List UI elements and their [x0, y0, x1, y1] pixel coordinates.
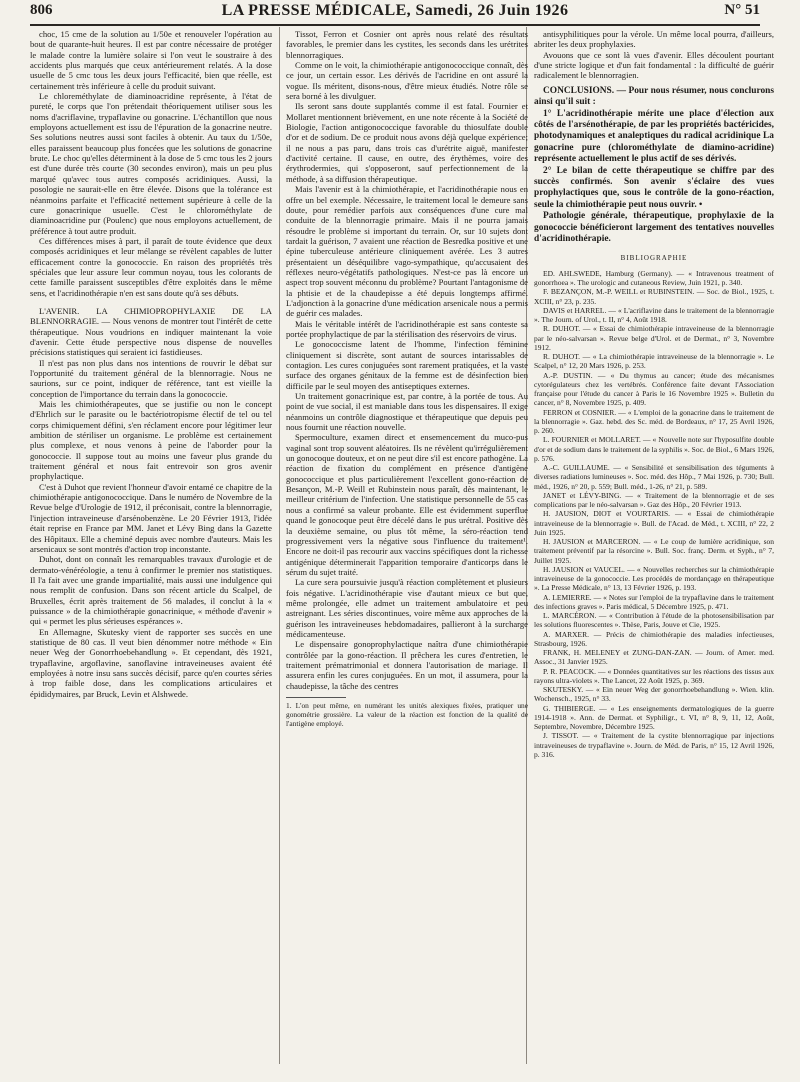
bibliography-entry: R. DUHOT. — « La chimiothérapie intraveineuse de la blennorragie ». Le Scalpel, n° 12, 20 Mars 1926, p. 253.	[534, 352, 774, 371]
conclusions-block	[534, 86, 774, 246]
paragraph: Le chloreméthylate de diaminoacridine représente, à l'état de pureté, le corps que l'on prétendait théoriquement utiliser sous les noms d'acriflavine, trypaflavine ou gonacrine. L'échantillon que nous employons actuellement est issu de l'épuration de la gonacrine neutre. Ses solutions neutres aussi sont faciles à obtenir. Au taux du 1/50e, elles paraissent beaucoup plus foncées que les solutions de gonacrine brute. Le choc qu'elles déterminent à la dose de 5 cmc tous les 2 jours est d'une durée très courte (30 secondes environ), mais un peu plus marqué qu'avec tous autres composés acridiniques. Aussi, la posologie ne saurait-elle en être élevée. Disons que la tolérance est néanmoins parfaite et l'efficacité nettement supérieure à celle de la cure gonacrinique usuelle. C'est le chlorométhylate de diaminoacridine pur (Poulenc) que nous employons actuellement, de préférence à tout autre produit.	[30, 91, 272, 236]
bibliography-entry: A. LEMIERRE. — « Notes sur l'emploi de la trypaflavine dans le traitement des infections graves ». Paris médical, 5 Décembre 1925, p. 471.	[534, 592, 774, 611]
journal-title: LA PRESSE MÉDICALE, Samedi, 26 Juin 1926	[221, 2, 569, 19]
bibliography-entry: A.-P. DUSTIN. — « Du thymus au cancer; étude des mécanismes cytorégulateurs chez les vertébrés. Conférence faite devant l'Association française pour l'étude du cancer à Paris le 16 Novembre 1925 ». Bulletin du cancer, n° 8, Novembre 1925, p. 409.	[534, 370, 774, 408]
paragraph: Mais les chimiothérapeutes, que se justifie ou non le concept d'Ehrlich sur le parasite ou le bactériotropisme électif de tel ou tel corps chimiquement défini, s'en réclament encore pour légitimer leur ambition de stériliser un organisme. Le problème est certainement plus complexe, et nous venons à peine de l'aborder pour la gonococcie. Il suppose tout au moins une faveur plus grande du traitement général et nous fait entrevoir son gros avenir prophylactique.	[30, 399, 272, 482]
footnote-rule	[286, 697, 346, 698]
paragraph: Le dispensaire gonoprophylactique naîtra d'une chimiothérapie contrôlée par la gono-réaction. Il prêchera les cures d'entretien, le traitement prématrimonial et donnera l'autorisation de mariage. Il assurera enfin les cures conjuguées. En un mot, il assumera, pour la chaudepisse, la tâche des centres	[286, 639, 528, 691]
bibliography-entry: J. TISSOT. — « Traitement de la cystite blennorragique par injections intraveineuses de trypaflavine ». Journ. de Méd. de Paris, n° 15, 12 Avril 1926, p. 316.	[534, 731, 774, 759]
header-rule	[30, 24, 760, 26]
paragraph: Ces différences mises à part, il paraît de toute évidence que deux composés acridiniques et leur mélange se révèlent capables de lutter efficacement contre la gonococcie. En raison des propriétés très spéciales que leur assure leur commun noyau, tous les colorants de cette famille paraissent susceptibles d'être exploités dans le même sens, et l'acridinothérapie n'en est sans doute qu'à ses débuts.	[30, 235, 272, 298]
paragraph: Spermoculture, examen direct et ensemencement du muco-pus vaginal sont trop souvent aléatoires. Ils ne révèlent qu'irrégulièrement un gonocoque douteux, et on ne peut dire s'il est encore pathogène. La réaction de fixation du complément en présence d'antigène gonococcique et plus particulièrement l'excellent gono-réaction de Besançon, M.-P. Weill et Rubinstein nous paraît, dès maintenant, le meilleur critérium de l'infection. Une statistique personnelle de 55 cas nous a confirmé sa valeur probante. Elle est évidemment superflue quand le gonocoque peut être décelé dans le pus urétral. Positive dès la deuxième semaine, ou plus tôt même, la séro-réaction tend progressivement vers la négative sous l'influence du traitement¹. Encore ne doit-il pas recourir aux vaccins spécifiques dont la richesse antigénique déterminerait l'apparition temporaire d'anticorps dans le sérum du sujet traité.	[286, 432, 528, 577]
paragraph: Mais le véritable intérêt de l'acridinothérapie est sans conteste sa portée prophylactique de par la stérilisation des réservoirs de virus.	[286, 318, 528, 339]
column-3	[534, 29, 774, 759]
paragraph: choc, 15 cme de la solution au 1/50e et renouveler l'opération au bout de quarante-huit heures. Il est par contre nécessaire de protéger le malade contre la lumière solaire si l'on veut le soustraire à des accidents plus marqués que ceux antérieurement relatés. A la dose usuelle de 5 cmc tous les deux jours l'efficacité, bien que réelle, est certainement très inférieure à celle du produit suivant.	[30, 29, 272, 91]
paragraph: Mais l'avenir est à la chimiothérapie, et l'acridinothérapie nous en offre un bel exemple. Nécessaire, le traitement local le demeure sans doute, pour remédier parfois aux conséquences d'une cure mal conduite de la blennorragie primaire. Mais il ne pourra jamais résoudre le problème si important du terrain. Or, sur 10 sujets dont tardait la guérison, 7 avaient une réaction de Besredka positive et une épine tuberculeuse antérieure cliniquement avérée. Les 3 autres présentaient un déséquilibre vago-sympathique, qu'accusaient des réflexes neuro-végétatifs pathologiques. N'est-ce pas là encore un aspect trop souvent méconnu du problème? Pourtant l'antagonisme de la phtisie et de la chaudepisse a été depuis longtemps affirmé. L'adjonction à la gonacrine d'une médication arsenicale nous a permis de guérir ces malades.	[286, 184, 528, 319]
bibliography-list	[534, 269, 774, 759]
bibliography-entry: H. JAUSION et VAUCEL. — « Nouvelles recherches sur la chimiothérapie intraveineuse de la gonococcie. Les procédés de mordançage en thérapeutique ». La Presse Médicale, n° 13, 13 Février 1926, p. 193.	[534, 564, 774, 593]
bibliography-entry: FRANK, H. MELENEY et ZUNG-DAN-ZAN. — Journ. of Amer. med. Assoc., 31 Janvier 1925.	[534, 648, 774, 667]
bibliography-entry: ED. AHLSWEDE, Hamburg (Germany). — « Intravenous treatment of gonorrhoea ». The urologic and cutaneous Review, Juin 1921, p. 340.	[534, 268, 774, 287]
paragraph: Le gonococcisme latent de l'homme, l'infection féminine cliniquement si discrète, sont autant de sources intarissables de contagion. Les cures conjuguées sont rarement pratiquées, et la vaste surface des organes génitaux de la femme est de désinfection bien difficile par le seul moyen des antiseptiques externes.	[286, 339, 528, 391]
conclusion-item: 2° Le bilan de cette thérapeutique se chiffre par des succès confirmés. Son avenir s'éclaire des vues prophylactiques que, sous le contrôle de la gono-réaction, seule la chimiothérapie peut nous ouvrir. •	[534, 165, 774, 210]
bibliography-entry: H. JAUSION, DIOT et VOURTARIS. — « Essai de chimiothérapie intraveineuse de la blennorragie ». Bull. de l'Acad. de Méd., t. XCIII, n° 22, 2 Juin 1925.	[534, 509, 774, 537]
bibliography-entry: DAVIS et HARREL. — « L'acriflavine dans le traitement de la blennorragie ». The Journ. of Urol., t. II, n° 4, Août 1918.	[534, 305, 774, 324]
bibliography-entry: L. MARCÉRON. — « Contribution à l'étude de la photosensibilisation par les solutions fluorescentes ». Thèse, Paris, Jouve et Cie, 1925.	[534, 611, 774, 630]
paragraph: Duhot, dont on connaît les remarquables travaux d'urologie et de dermato-vénéréologie, a tenu à confirmer le premier nos statistiques. Il l'a fait avec une grande impartialité, mais aussi une indulgence qui nous remplit de confusion. Dans son récent article du Scalpel, de Bruxelles, écrit après traitement de 56 malades, il conclut à la « puissance » de la chimiothérapie gonacrinique, « méthode d'avenir » qui « permet les plus sérieuses espérances ».	[30, 554, 272, 627]
column-2	[286, 29, 528, 728]
conclusion-item: Pathologie générale, thérapeutique, prophylaxie de la gonococcie bénéficieront largement des tentatives nouvelles d'acridinothérapie.	[534, 211, 774, 244]
conclusion-item: 1° L'acridinothérapie mérite une place d'élection aux côtés de l'arsénothérapie, de par les propriétés bactéricides, photodynamiques et analeptiques du radical acridinique La gonacrine pure (chlorométhylate de diamino-acridine) représente actuellement le plus actif de ses dérivés.	[534, 108, 774, 165]
paragraph: Ils seront sans doute supplantés comme il est fatal. Fournier et Mollaret mentionnent brièvement, en une note récente à la Société de Biologie, l'action antigonococcique favorable du thiosulfate double d'or et de sodium. De ce produit nous avons déjà quelque expérience; il ne nous a pas paru, dans trois cas d'urétrite aiguë, manifester d'activité certaine. Il cause, en outre, des érythèmes, voire des érythrodermies, qui s'opposeront, sauf perfectionnement de la méthode, à sa diffusion thérapeutique.	[286, 101, 528, 184]
bibliography-entry: FERRON et COSNIER. — « L'emploi de la gonacrine dans le traitement de la blennorragie ». Gaz. hebd. des Sc. méd. de Bordeaux, n° 17, 25 Avril 1926, p. 260.	[534, 407, 774, 435]
paragraph: La cure sera poursuivie jusqu'à réaction complètement et plusieurs fois négative. L'acridinothérapie vise d'autant mieux ce but que, même prolongée, elle admet un traitement ambulatoire et peu astreignant. Les séries discontinues, voire même aux approches de la guérison les intraveineuses hebdomadaires, pallieront à la surcharge médicamenteuse.	[286, 577, 528, 639]
bibliography-entry: L. FOURNIER et MOLLARET. — « Nouvelle note sur l'hyposulfite double d'or et de sodium dans le traitement de la syphilis ». Soc. de Biol., 6 Mars 1926, p. 576.	[534, 435, 774, 463]
bibliography-entry: R. DUHOT. — « Essai de chimiothérapie intraveineuse de la blennorragie par le néo-salvarsan ». Revue belge d'Urol. et de Dermat., n° 3, Novembre 1912.	[534, 324, 774, 352]
bibliography-title: BIBLIOGRAPHIE	[620, 254, 688, 263]
bibliography-entry: A. MARXER. — Précis de chimiothérapie des maladies infectieuses, Strasbourg, 1926.	[534, 629, 774, 648]
paragraph: Comme on le voit, la chimiothérapie antigonococcique connaît, dès ce jour, un certain essor. Les dérivés de l'acridine en ont assuré la vogue. Ils méritent, disons-nous, d'être mieux étudiés. Notre rôle se sera borné à les divulguer.	[286, 60, 528, 102]
bibliography-entry: JANET et LÉVY-BING. — « Traitement de la blennorragie et de ses complications par le néo-salvarsan ». Gaz des Hôp., 20 Février 1913.	[534, 490, 774, 509]
paragraph: antisyphilitiques pour la vérole. Un même local pourra, d'ailleurs, abriter les deux prophylaxies.	[534, 29, 774, 50]
paragraph: Tissot, Ferron et Cosnier ont après nous relaté des résultats favorables, le premier dans les cystites, les seconds dans les urétrites blennorragiques.	[286, 29, 528, 60]
section-heading-paragraph: L'AVENIR. LA CHIMIOPROPHYLAXIE DE LA BLENNORRAGIE. — Nous venons de montrer tout l'intérêt de cette thérapeutique. Nous voudrions en indiquer maintenant la voie d'avenir. Cette étude perspective nous dispense de nouvelles précisions statistiques qui seraient ici fastidieuses.	[30, 305, 272, 358]
page-number: 806	[30, 2, 53, 18]
paragraph: Un traitement gonacrinique est, par contre, à la portée de tous. Au point de vue social, il est maniable dans tous les dispensaires. Il exige néanmoins un contrôle diagnostique et thérapeutique que depuis peu nous fournit une réaction nouvelle.	[286, 391, 528, 433]
paragraph: Il n'est pas non plus dans nos intentions de rouvrir le débat sur l'opportunité du traitement général de la blennorragie. Nous ne saurions, sur ce point, indiquer de référence, tant est vieille la conception de l'importance du terrain dans la gonococcie.	[30, 357, 272, 399]
paragraph: Avouons que ce sont là vues d'avenir. Elles découlent pourtant d'une stricte logique et d'un fait fondamental : la difficulté de guérir radicalement le blennorragien.	[534, 49, 774, 81]
bibliography-entry: A.-C. GUILLAUME. — « Sensibilité et sensibilisation des téguments à diverses radiations lumineuses ». Soc. méd. des Hôp., 7 Mai 1926, p. 730; Bull. méd., 1926, n° 20, p. 559; Bull. méd., 1-26, n° 21, p. 589.	[534, 463, 774, 491]
bibliography-entry: G. THIBIERGE. — « Les enseignements dermatologiques de la guerre 1914-1918 ». Ann. de Dermat. et Syphiligr., t. VI, n° 8, 9, 11, 12, Août, Septembre, Novembre, Décembre 1925.	[534, 703, 774, 731]
paragraph: En Allemagne, Skutesky vient de rapporter ses succès en une statistique de 80 cas. Il veut bien dénommer notre méthode « Ein neuer Weg der Gonorrhoebehandlung ». Et cependant, dès 1921, trypaflavine, argoflavine, sanoflavine intraveineuses avaient été employées à notre insu sans succès décisif, parce qu'en courtes séries à trop faible dose, dans les complications articulaires et épididymaires, par Bruck, Levin et Alshwede.	[30, 626, 272, 699]
bibliography-entry: P. R. PEACOCK. — « Données quantitatives sur les réactions des tissus aux rayons ultra-violets ». The Lancet, 22 Août 1925, p. 369.	[534, 666, 774, 685]
bibliography-entry: F. BEZANÇON, M.-P. WEILL et RUBINSTEIN. — Soc. de Biol., 1925, t. XCIII, n° 23, p. 235.	[534, 287, 774, 306]
bibliography-entry: SKUTESKY. — « Ein neuer Weg der gonorrhoebehandlung ». Wien. klin. Wochensch., 1925, n° 33.	[534, 685, 774, 704]
conclusions-heading: CONCLUSIONS. — Pour nous résumer, nous conclurons ainsi qu'il suit :	[534, 85, 774, 108]
column-1	[30, 29, 272, 699]
bibliography-entry: H. JAUSION et MARCERON. — « Le coup de lumière acridinique, son traitement préventif par la résorcine ». Bull. Soc. franç. Derm. et Syph., n° 7, Juillet 1925.	[534, 537, 774, 565]
paragraph: C'est à Duhot que revient l'honneur d'avoir entamé ce chapitre de la chimiothérapie antigonococcique. Dans le numéro de Novembre de la Revue belge d'Urologie de 1912, il préconisait, contre la blennorragie, l'injection intraveineuse d'arsénobenzène. Le 20 Février 1913, l'idée était reprise en France par MM. Janet et Lévy Bing dans la Gazette des Hôpitaux. Elle a cheminé depuis avec nombre d'auteurs. Mais les arsenicaux se sont montrés d'action trop inconstante.	[30, 481, 272, 554]
footnote: 1. L'on peut même, en numérant les unités alexiques fixées, pratiquer une gonométrie grossière. La valeur de la réaction est fonction de la qualité de l'antigène employé.	[286, 701, 528, 728]
issue-number: N° 51	[724, 2, 760, 18]
column-divider	[279, 27, 280, 1064]
page-header	[30, 2, 760, 30]
